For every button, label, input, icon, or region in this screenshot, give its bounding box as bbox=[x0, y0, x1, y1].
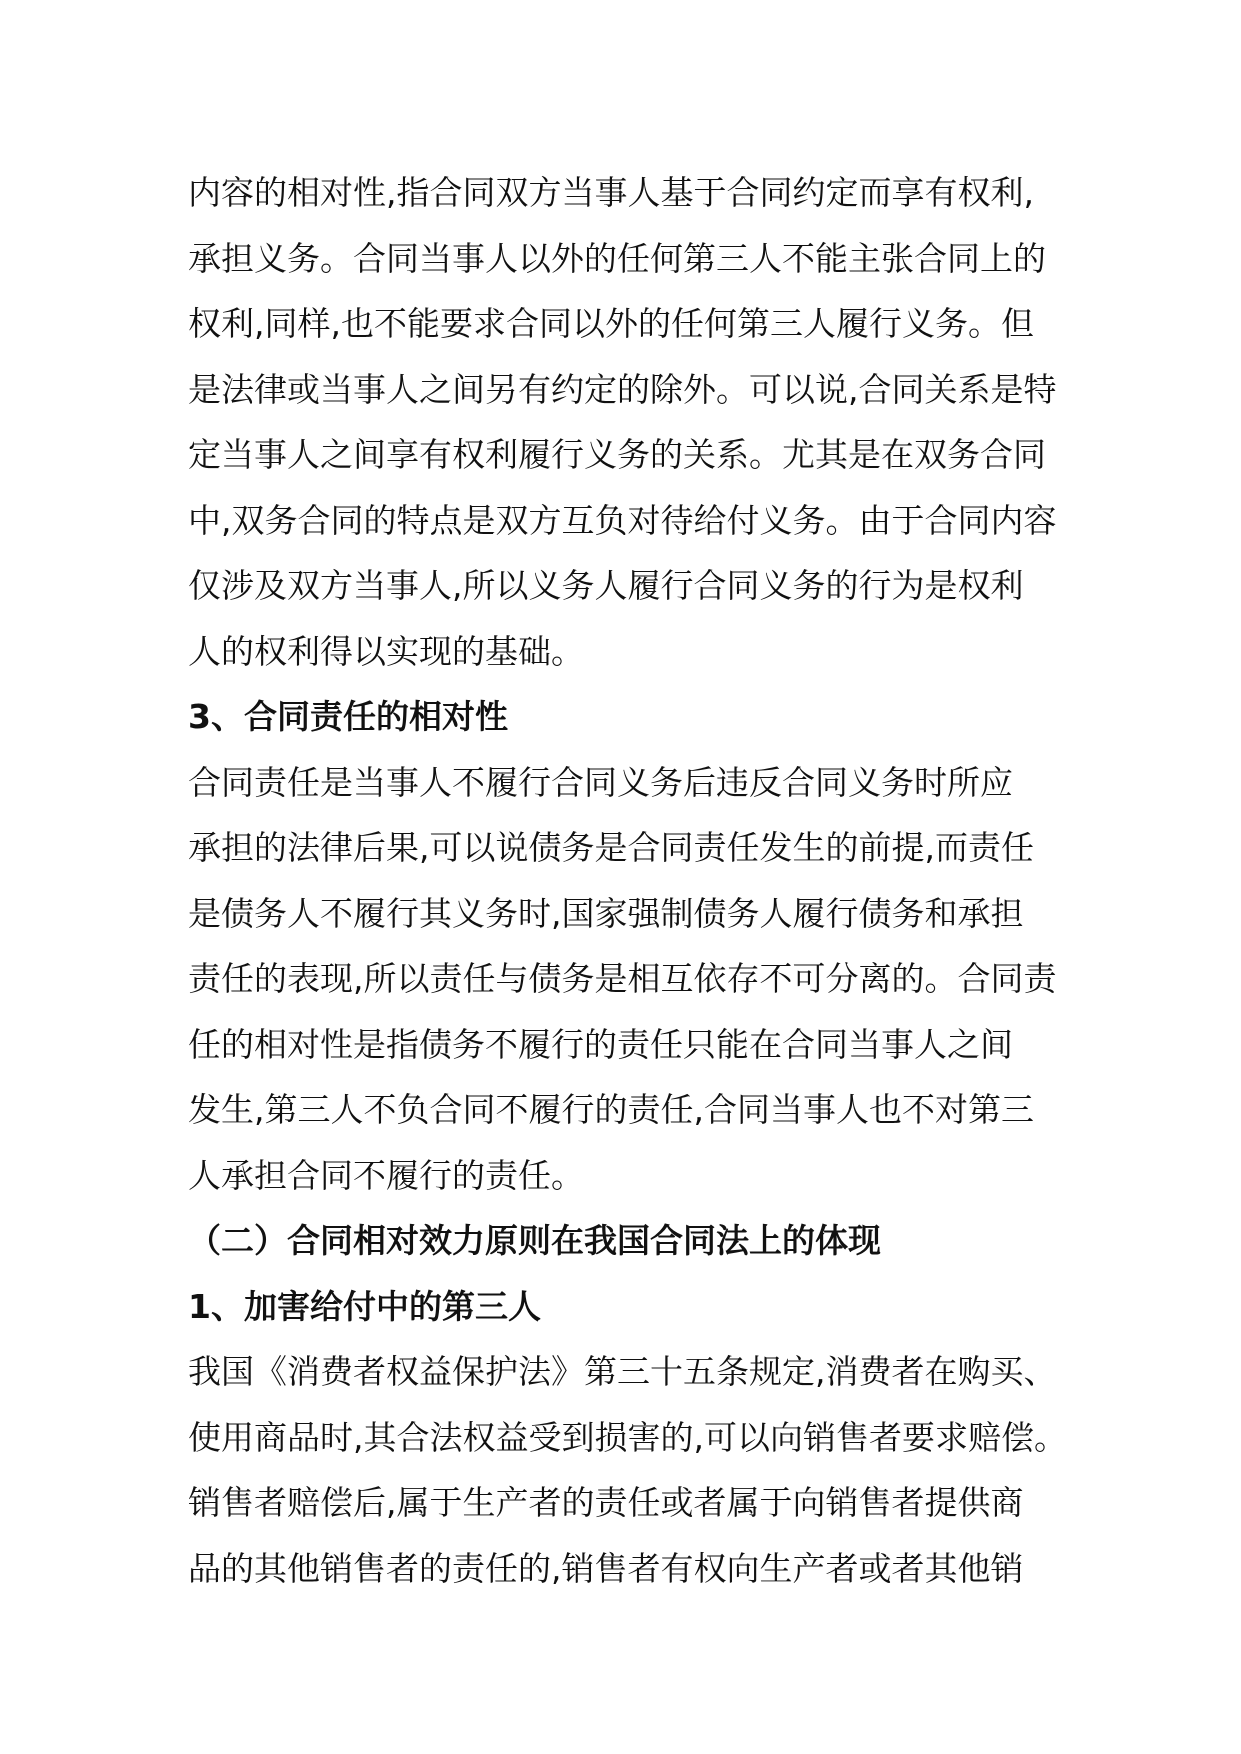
body-line: 我国《消费者权益保护法》第三十五条规定,消费者在购买、 bbox=[188, 1352, 1057, 1391]
body-line: 内容的相对性,指合同双方当事人基于合同约定而享有权利, bbox=[188, 173, 1034, 212]
body-line: 销售者赔偿后,属于生产者的责任或者属于向销售者提供商 bbox=[188, 1483, 1024, 1522]
body-line: 发生,第三人不负合同不履行的责任,合同当事人也不对第三 bbox=[188, 1090, 1034, 1129]
document-body bbox=[188, 160, 1068, 1601]
body-line: 是债务人不履行其义务时,国家强制债务人履行债务和承担 bbox=[188, 893, 1024, 933]
body-line: 权利,同样,也不能要求合同以外的任何第三人履行义务。但 bbox=[188, 304, 1034, 343]
section-heading: 1、加害给付中的第三人 bbox=[188, 1286, 541, 1326]
body-line: 品的其他销售者的责任的,销售者有权向生产者或者其他销 bbox=[188, 1548, 1024, 1588]
body-line: 合同责任是当事人不履行合同义务后违反合同义务时所应 bbox=[188, 762, 1013, 802]
body-line: 使用商品时,其合法权益受到损害的,可以向销售者要求赔偿。 bbox=[188, 1417, 1067, 1457]
body-line: 是法律或当事人之间另有约定的除外。可以说,合同关系是特 bbox=[188, 369, 1057, 409]
body-line: 承担义务。合同当事人以外的任何第三人不能主张合同上的 bbox=[188, 238, 1046, 278]
body-line: 中,双务合同的特点是双方互负对待给付义务。由于合同内容 bbox=[188, 500, 1057, 540]
body-line: 责任的表现,所以责任与债务是相互依存不可分离的。合同责 bbox=[188, 959, 1057, 998]
body-line: 承担的法律后果,可以说债务是合同责任发生的前提,而责任 bbox=[188, 828, 1034, 867]
section-heading: 3、合同责任的相对性 bbox=[188, 697, 508, 736]
body-line: 定当事人之间享有权利履行义务的关系。尤其是在双务合同 bbox=[188, 435, 1046, 474]
body-line: 任的相对性是指债务不履行的责任只能在合同当事人之间 bbox=[188, 1024, 1013, 1064]
body-line: 仅涉及双方当事人,所以义务人履行合同义务的行为是权利 bbox=[188, 566, 1024, 605]
body-line: 人的权利得以实现的基础。 bbox=[188, 631, 584, 671]
body-line: 人承担合同不履行的责任。 bbox=[188, 1155, 584, 1195]
section-heading: （二）合同相对效力原则在我国合同法上的体现 bbox=[188, 1221, 881, 1260]
